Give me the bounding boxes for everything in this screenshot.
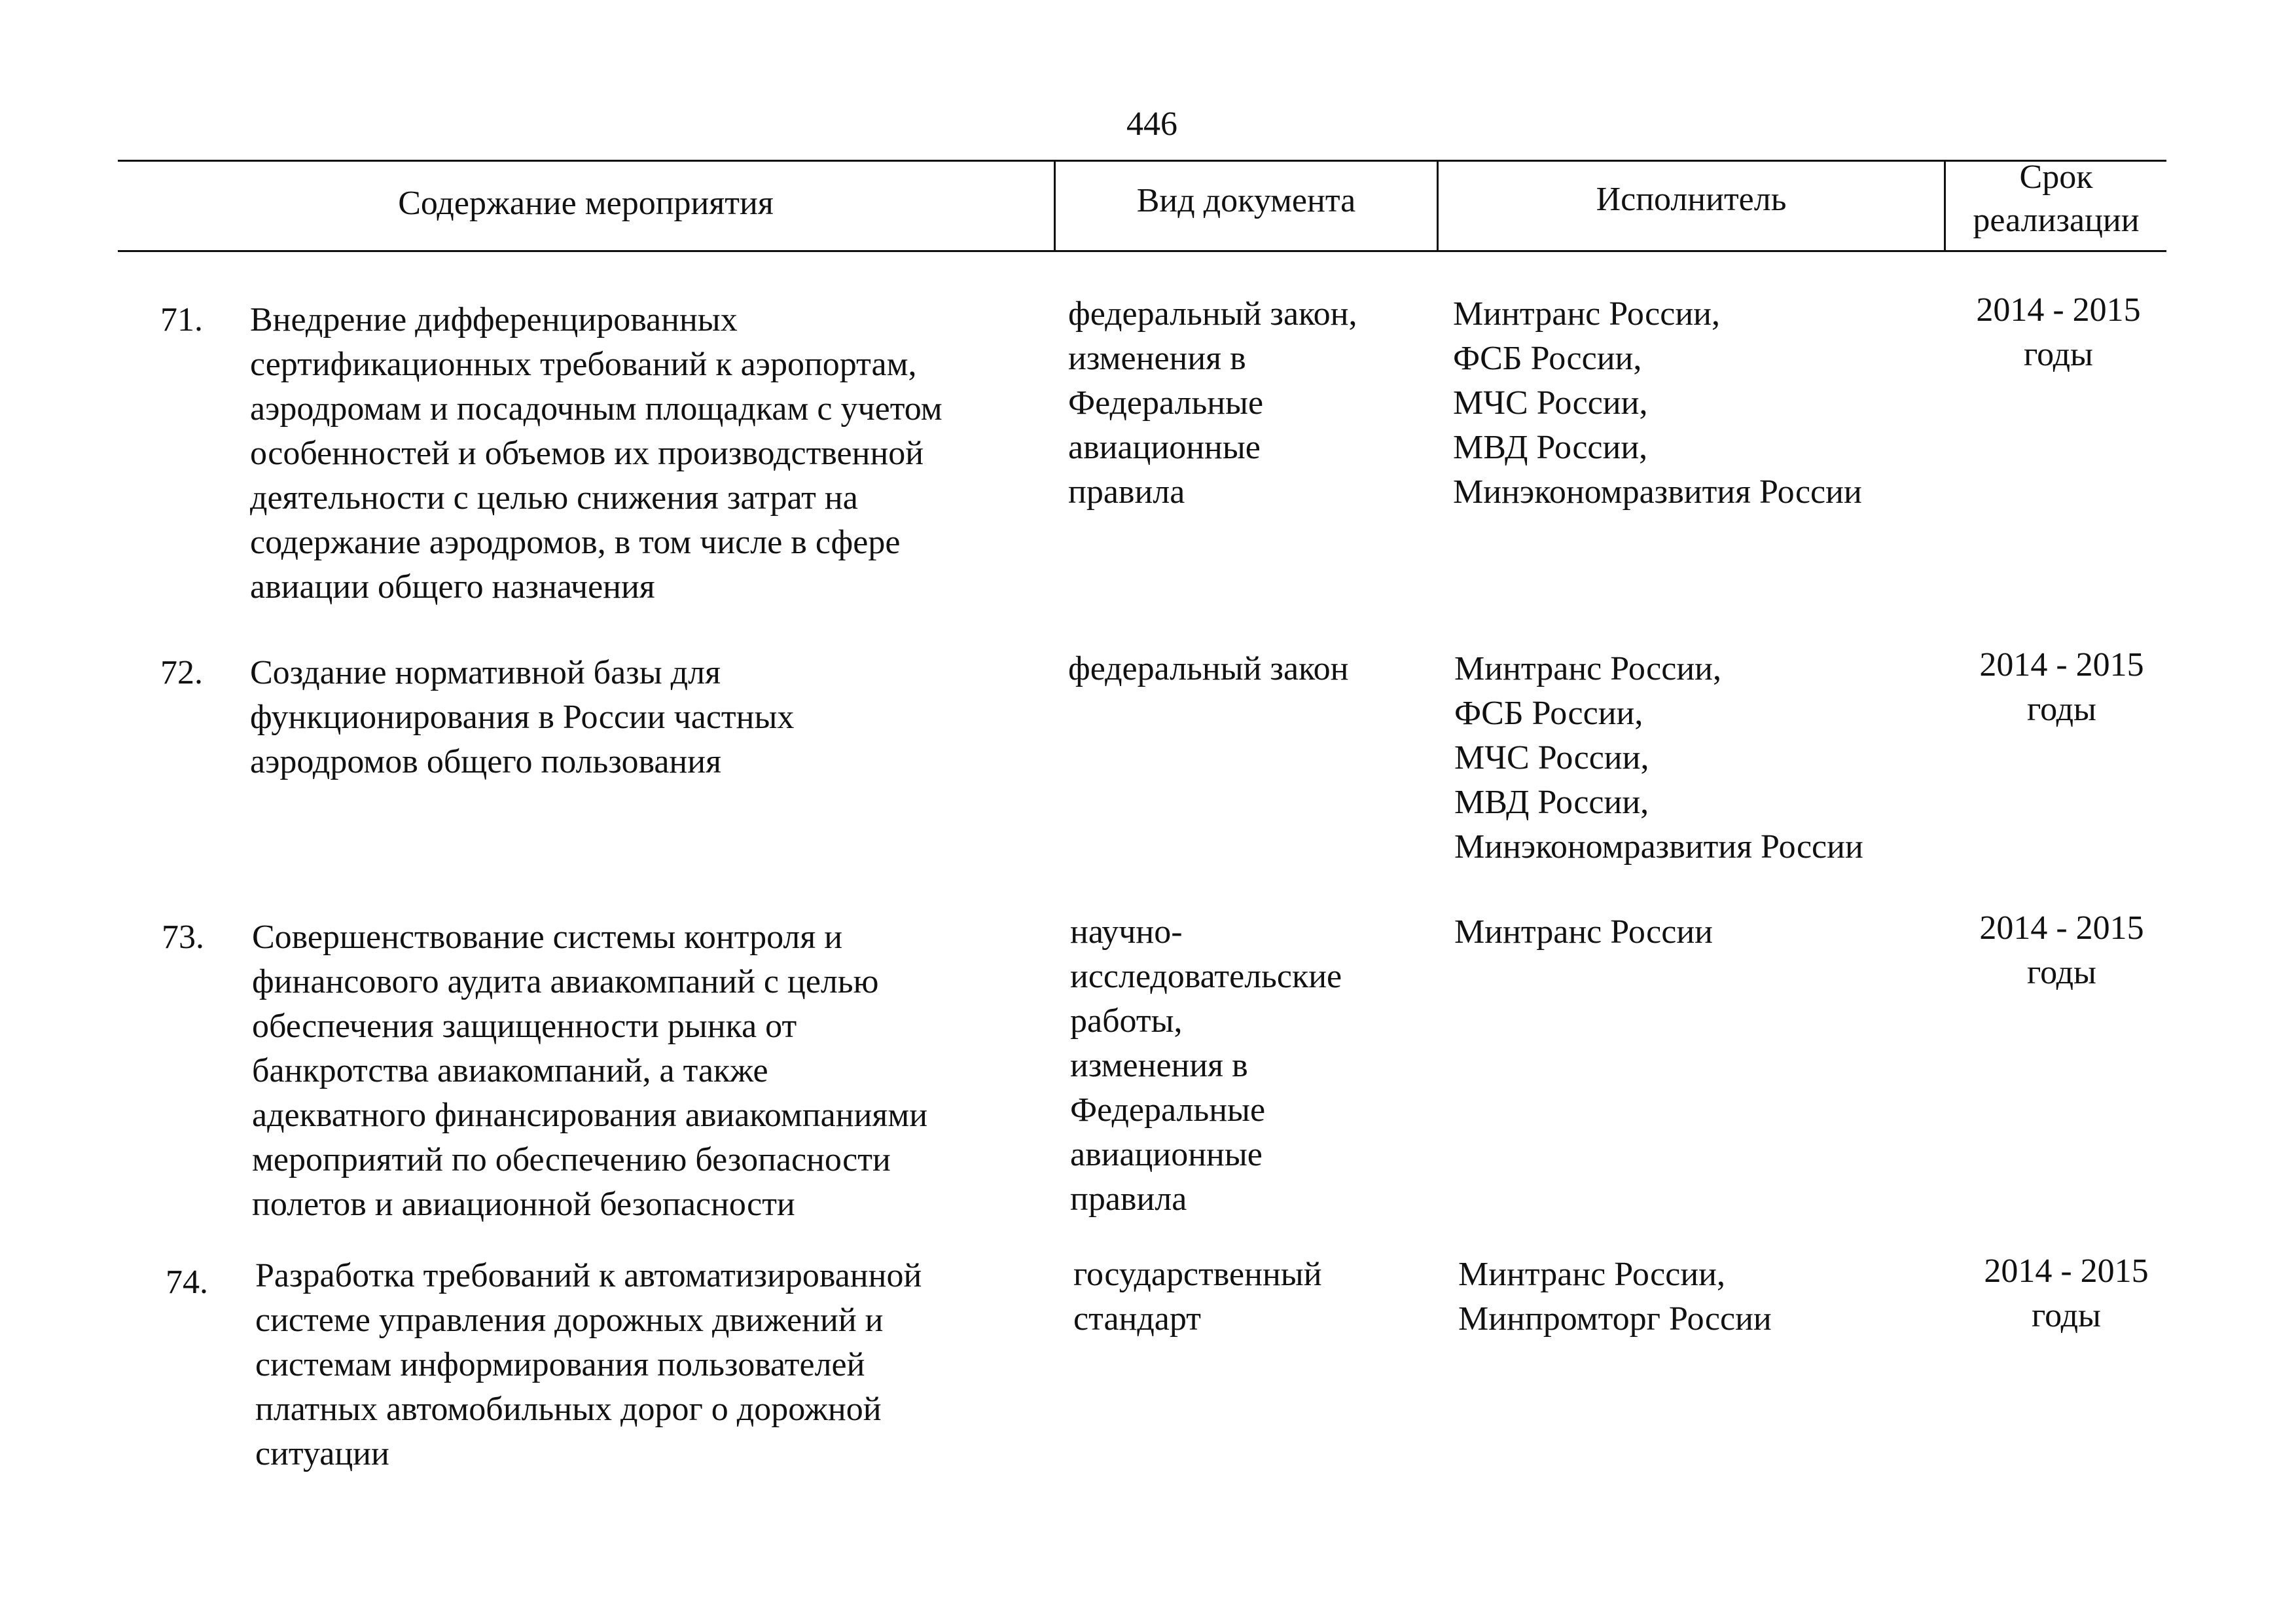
row-term: 2014 - 2015 годы [1984,1252,2149,1334]
row-term: 2014 - 2015 годы [1979,646,2144,728]
header-top-rule [118,160,2166,162]
row-content: Внедрение дифференцированных сертификационных требований к аэропортам, аэродромам и посадочным площадкам с учетом особенностей и объемов их производственной деятельности с целью снижения затрат на содержание аэродромов, в том числе в сфере авиации общего назначения [250,301,942,606]
row-executor: Минтранс России, ФСБ России, МЧС России, МВД России, Минэкономразвития России [1453,295,1862,511]
row-term: 2014 - 2015 годы [1976,291,2141,373]
header-executor: Исполнитель [1596,181,1787,218]
header-content: Содержание мероприятия [398,185,774,222]
row-content: Создание нормативной базы для функционирования в России частных аэродромов общего пользования [250,654,795,780]
header-term [1946,156,2166,242]
row-doc-type: научно- исследовательские работы, изменения в Федеральные авиационные правила [1070,913,1342,1218]
row-term: 2014 - 2015 годы [1979,909,2144,991]
row-doc-type: государственный стандарт [1073,1256,1322,1338]
row-number: 73. [162,919,204,956]
row-executor: Минтранс России [1454,913,1713,951]
row-number: 71. [160,301,203,338]
header-bottom-rule [118,250,2166,252]
header-term-line1: Срок [2019,158,2093,196]
row-number: 72. [160,654,203,691]
row-doc-type: федеральный закон, изменения в Федеральные авиационные правила [1068,295,1357,511]
row-number: 74. [166,1264,208,1301]
row-executor: Минтранс России, ФСБ России, МЧС России, МВД России, Минэкономразвития России [1454,650,1863,866]
row-content: Совершенствование системы контроля и финансового аудита авиакомпаний с целью обеспечения защищенности рынка от банкротства авиакомпаний, а также адекватного финансирования авиакомпаниями мероприятий по обеспечению безопасности полетов и авиационной безопасности [252,919,928,1223]
page-number: 446 [1126,105,1177,143]
row-executor: Минтранс России, Минпромторг России [1458,1256,1772,1338]
header-term-line2: реализации [1973,202,2140,239]
header-doc-type: Вид документа [1136,182,1356,219]
row-content: Разработка требований к автоматизированной системе управления дорожных движений и системам информирования пользователей платных автомобильных дорог о дорожной ситуации [255,1257,922,1472]
row-doc-type: федеральный закон [1068,650,1349,687]
